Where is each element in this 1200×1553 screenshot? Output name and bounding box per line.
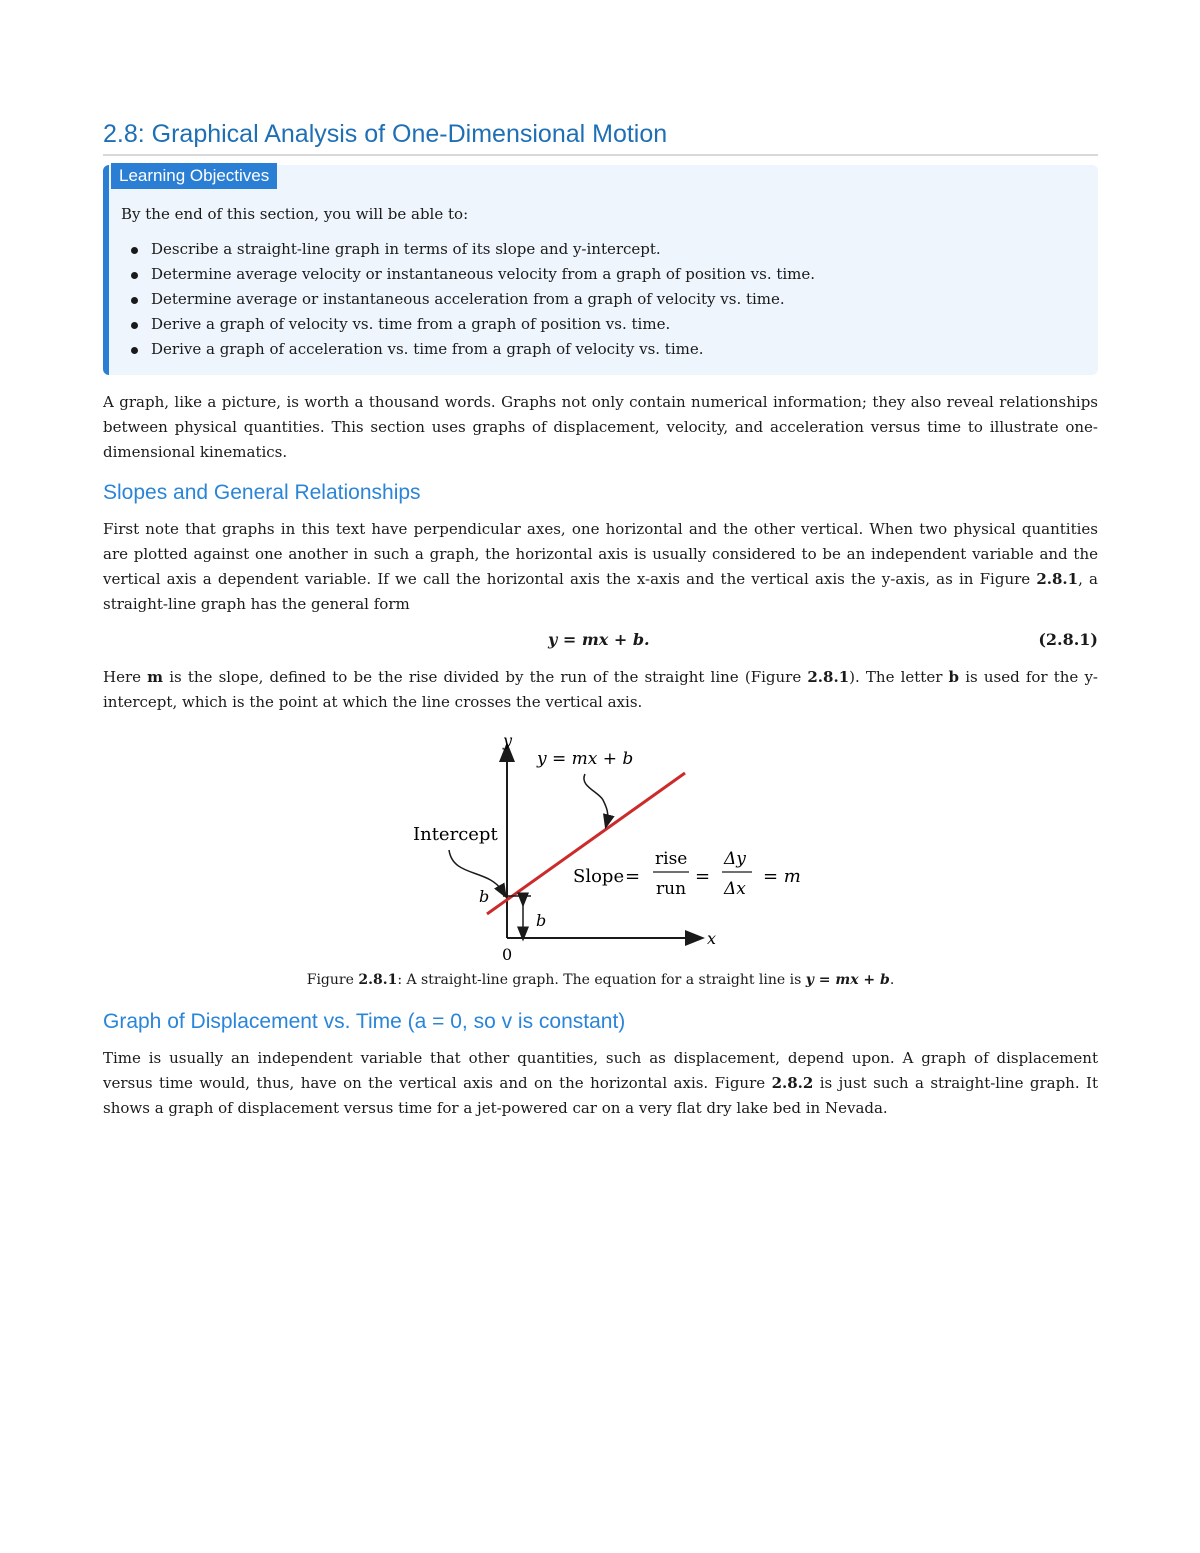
intercept-b-label: b — [479, 887, 490, 906]
objective-item: Determine average or instantaneous acceleration from a graph of velocity vs. time. — [127, 287, 815, 312]
delta-y-label: Δy — [724, 849, 746, 869]
objectives-list — [127, 237, 815, 362]
page-title: 2.8: Graphical Analysis of One-Dimensional Motion — [103, 120, 668, 148]
slope-equals-2: = — [695, 866, 711, 887]
figure-ref-link[interactable]: 2.8.2 — [771, 1074, 814, 1092]
objective-item: Describe a straight-line graph in terms of its slope and y-intercept. — [127, 237, 815, 262]
straight-line-graph-figure — [393, 728, 813, 968]
run-label: run — [656, 879, 687, 899]
objective-item: Derive a graph of acceleration vs. time from a graph of velocity vs. time. — [127, 337, 815, 362]
intercept-label: Intercept — [413, 824, 498, 845]
equation-row — [103, 630, 1098, 656]
line-equation: y = mx + b. — [548, 630, 650, 649]
y-axis-label: y — [503, 731, 513, 750]
slope-equals-1: = — [625, 866, 641, 887]
objective-item: Determine average velocity or instantaneous velocity from a graph of position vs. time. — [127, 262, 815, 287]
rise-label: rise — [655, 849, 688, 869]
delta-x-label: Δx — [724, 879, 746, 899]
learning-objectives-tag: Learning Objectives — [111, 163, 277, 189]
intro-paragraph: A graph, like a picture, is worth a thousand words. Graphs not only contain numerical information; they also reveal relationships between physical quantities. This section uses graphs of displacement, velocity, and acceleration versus time to illustrate one-dimensional kinematics. — [103, 393, 1098, 461]
line-equation-label: y = mx + b — [537, 749, 634, 769]
displacement-paragraph: Time is usually an independent variable that other quantities, such as displacement, depend upon. A graph of displacement versus time would, thus, have on the vertical axis and on the horizontal axis. Figure 2.8.2 is just such a straight-line graph. It shows a graph of displacement versus time for a jet-powered car on a very flat dry lake bed in Nevada. — [103, 1049, 1098, 1117]
section-heading-slopes: Slopes and General Relationships — [103, 481, 421, 504]
slopes-paragraph-2: Here m is the slope, defined to be the rise divided by the run of the straight line (Figure 2.8.1). The letter b is used for the y-intercept, which is the point at which the line crosses the vertical axis. — [103, 668, 1099, 711]
title-divider — [103, 154, 1098, 156]
objectives-intro: By the end of this section, you will be able to: — [121, 205, 469, 223]
b-height-label: b — [536, 911, 547, 930]
x-axis-label: x — [707, 929, 717, 948]
slope-label: Slope — [573, 866, 625, 887]
figure-ref-link[interactable]: 2.8.1 — [807, 668, 850, 686]
intercept-pointer — [449, 850, 503, 892]
figure-caption: Figure 2.8.1: A straight-line graph. The equation for a straight line is y = mx + b. — [306, 972, 895, 988]
slopes-paragraph-1: First note that graphs in this text have perpendicular axes, one horizontal and the other vertical. When two physical quantities are plotted against one another in such a graph, the horizontal axis is usually considered to be an independent variable and the vertical axis a dependent variable. If we call the horizontal axis the x-axis and the vertical axis the y-axis, as in Figure 2.8.1, a straight-line graph has the general form — [103, 520, 1098, 613]
origin-label: 0 — [502, 945, 513, 964]
line-pointer — [584, 774, 608, 822]
figure-ref-link[interactable]: 2.8.1 — [1036, 570, 1079, 588]
equals-m-label: = m — [763, 866, 801, 887]
equation-number: (2.8.1) — [1038, 630, 1098, 649]
objective-item: Derive a graph of velocity vs. time from a graph of position vs. time. — [127, 312, 815, 337]
learning-objectives-box — [103, 165, 1098, 375]
section-heading-displacement: Graph of Displacement vs. Time (a = 0, so v is constant) — [103, 1010, 626, 1033]
